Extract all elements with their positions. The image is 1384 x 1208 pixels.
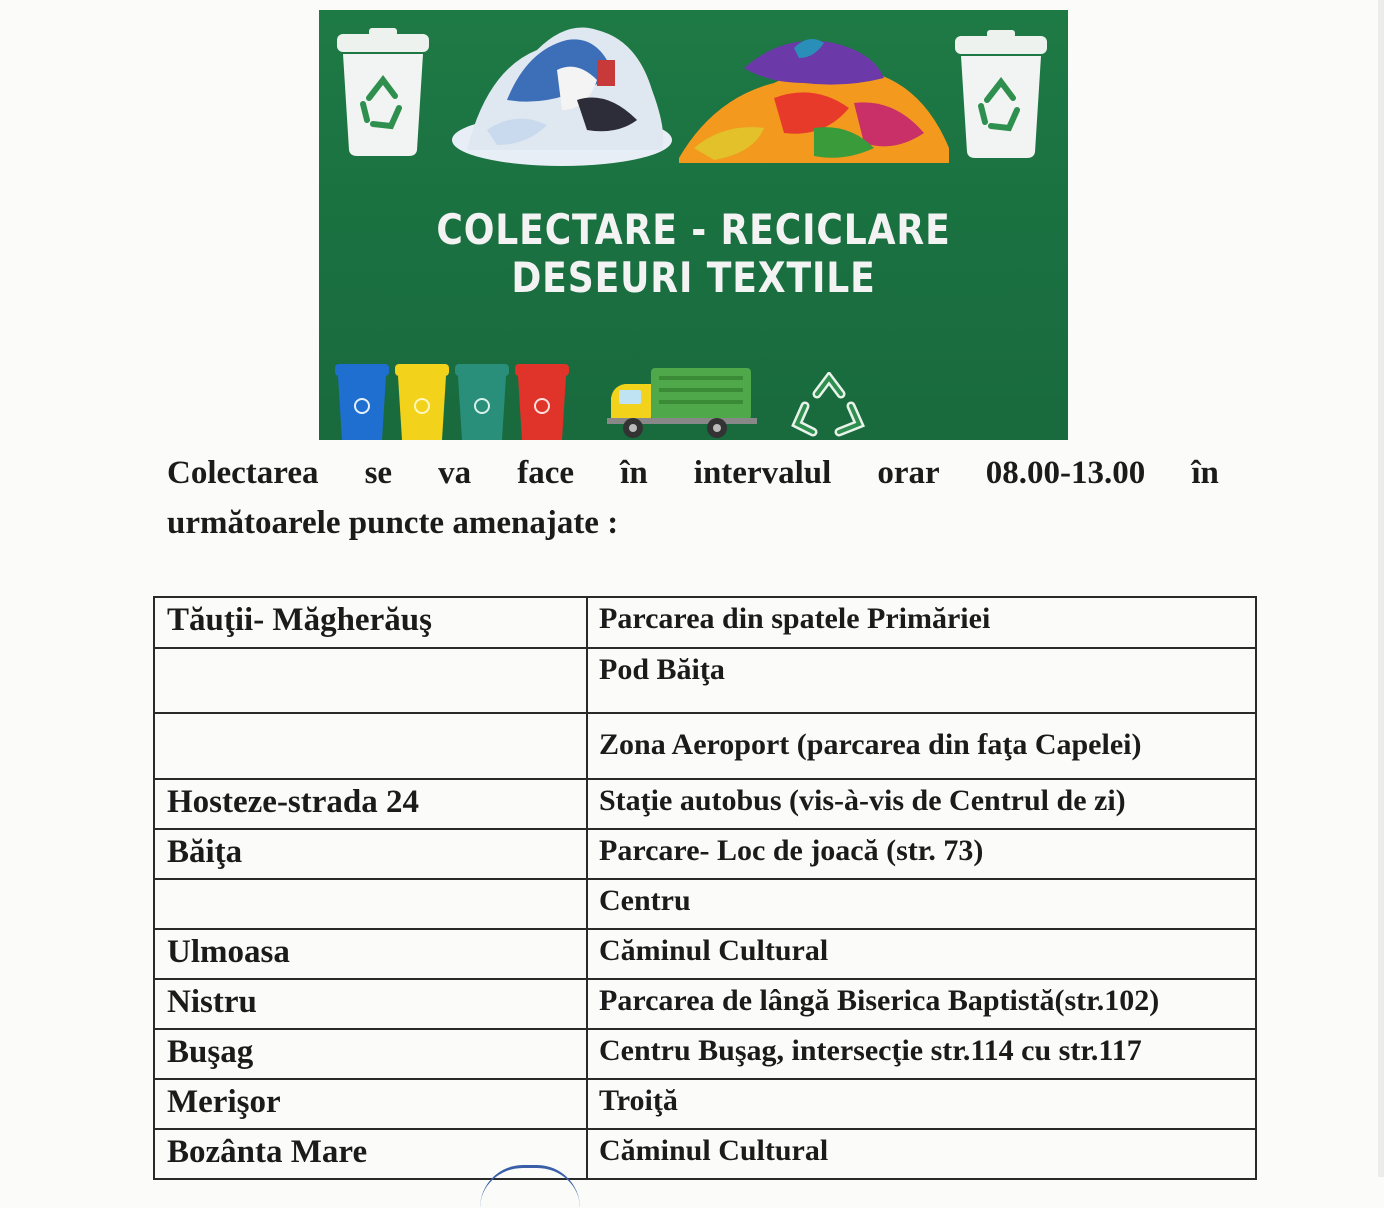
recycling-banner [319, 10, 1068, 440]
red-bin-icon [513, 360, 571, 440]
recycle-bin-icon [333, 28, 433, 158]
point-cell: Staţie autobus (vis-à-vis de Centrul de zi) [587, 779, 1256, 829]
locality-cell: Nistru [154, 979, 587, 1029]
intro-word: se [364, 455, 393, 491]
point-cell: Parcare- Loc de joacă (str. 73) [587, 829, 1256, 879]
locality-cell: Băiţa [154, 829, 587, 879]
point-cell: Zona Aeroport (parcarea din faţa Capelei) [587, 713, 1256, 779]
intro-line-2: următoarele puncte amenajate : [167, 505, 619, 541]
intro-word: va [438, 455, 472, 491]
table-row [154, 1029, 1256, 1079]
locality-cell: Ulmoasa [154, 929, 587, 979]
intro-word: intervalul [693, 455, 832, 491]
table-row [154, 597, 1256, 648]
table-row [154, 929, 1256, 979]
teal-bin-icon [453, 360, 511, 440]
intro-line-1 [167, 448, 1219, 498]
point-cell: Troiţă [587, 1079, 1256, 1129]
intro-word: orar [877, 455, 940, 491]
intro-word: în [1191, 455, 1219, 491]
table-row [154, 879, 1256, 929]
locality-cell: Tăuţii- Măgherăuş [154, 597, 587, 648]
locality-cell [154, 879, 587, 929]
yellow-bin-icon [393, 360, 451, 440]
banner-title [371, 206, 1015, 302]
banner-title-line1: COLECTARE - RECICLARE [436, 205, 951, 254]
point-cell: Parcarea de lângă Biserica Baptistă(str.102) [587, 979, 1256, 1029]
banner-title-line2: DESEURI TEXTILE [511, 253, 876, 302]
intro-word: face [517, 455, 575, 491]
locality-cell: Buşag [154, 1029, 587, 1079]
point-cell: Centru [587, 879, 1256, 929]
intro-paragraph [167, 448, 1219, 548]
locality-cell: Bozânta Mare [154, 1129, 587, 1179]
point-cell: Căminul Cultural [587, 1129, 1256, 1179]
table-row [154, 829, 1256, 879]
table-row [154, 648, 1256, 713]
clothes-pile-image [674, 28, 954, 168]
locality-cell: Hosteze-strada 24 [154, 779, 587, 829]
locality-cell [154, 713, 587, 779]
locality-cell [154, 648, 587, 713]
intro-word: 08.00-13.00 [985, 455, 1146, 491]
table-row [154, 979, 1256, 1029]
table-row [154, 1129, 1256, 1179]
intro-word: în [620, 455, 648, 491]
point-cell: Parcarea din spatele Primăriei [587, 597, 1256, 648]
locality-cell: Merişor [154, 1079, 587, 1129]
garbage-truck-icon [607, 364, 763, 440]
recycle-symbol-icon [789, 372, 869, 440]
collection-points-table [153, 596, 1257, 1180]
clothes-pile-image [447, 10, 677, 170]
recycle-bin-icon [951, 30, 1051, 160]
point-cell: Centru Buşag, intersecţie str.114 cu str.117 [587, 1029, 1256, 1079]
page-edge [1378, 0, 1384, 1177]
table-row [154, 713, 1256, 779]
intro-word: Colectarea [167, 455, 319, 491]
point-cell: Pod Băiţa [587, 648, 1256, 713]
table-row [154, 779, 1256, 829]
table-row [154, 1079, 1256, 1129]
point-cell: Căminul Cultural [587, 929, 1256, 979]
blue-bin-icon [333, 360, 391, 440]
